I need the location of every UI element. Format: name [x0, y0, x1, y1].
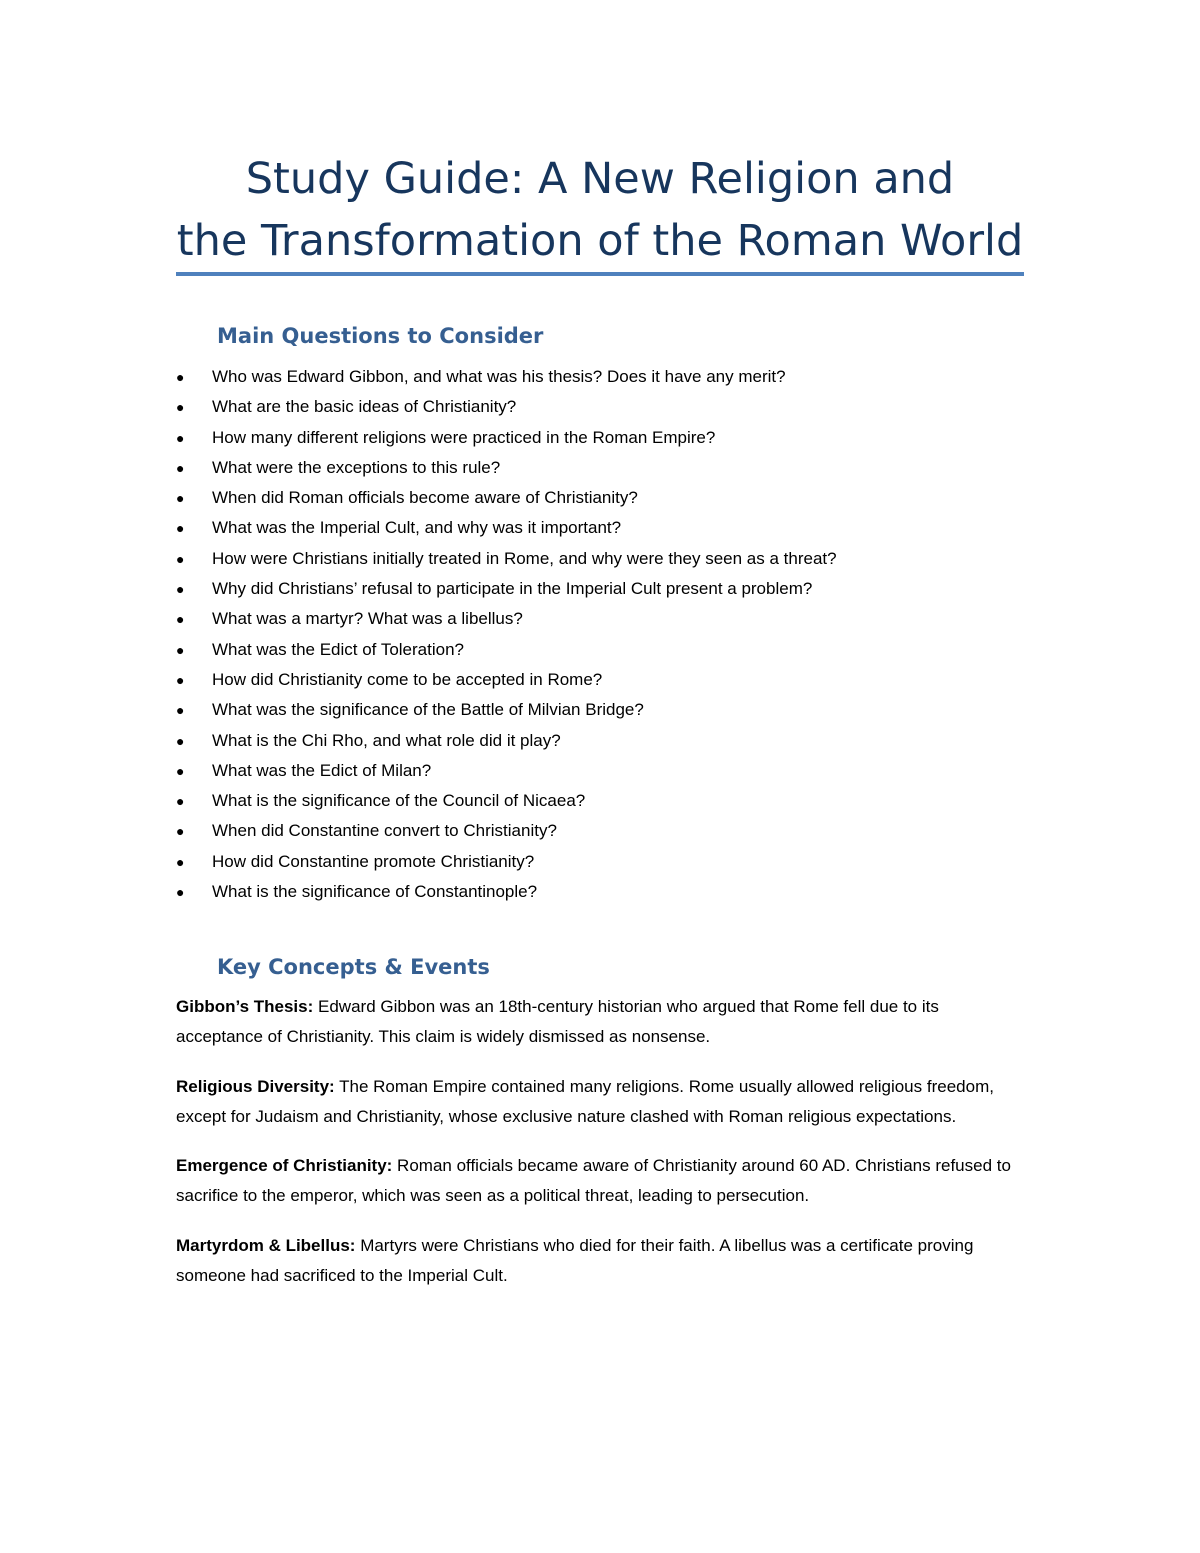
question-item [176, 695, 1036, 725]
question-item [176, 756, 1036, 786]
bullet-icon: ● [176, 823, 185, 840]
bullet-icon: ● [176, 550, 185, 567]
bullet-icon: ● [176, 520, 185, 537]
concept-term: Religious Diversity: [176, 1076, 335, 1096]
question-item [176, 604, 1036, 634]
concepts-list [176, 992, 1026, 1310]
bullet-icon: ● [176, 732, 185, 749]
bullet-icon: ● [176, 611, 185, 628]
bullet-icon: ● [176, 793, 185, 810]
question-text: How did Constantine promote Christianity? [212, 851, 535, 871]
question-item [176, 786, 1036, 816]
question-text: Why did Christians’ refusal to participate in the Imperial Cult present a problem? [212, 579, 813, 599]
question-text: What was the Edict of Milan? [212, 760, 432, 780]
title-line-2: the Transformation of the Roman World [176, 216, 1024, 266]
question-item [176, 877, 1036, 907]
concept-paragraph [176, 992, 1026, 1053]
concept-term: Martyrdom & Libellus: [176, 1235, 356, 1255]
bullet-icon: ● [176, 429, 185, 446]
question-text: What is the significance of Constantinople? [212, 882, 538, 902]
concept-paragraph [176, 1072, 1026, 1133]
questions-heading: Main Questions to Consider [217, 324, 544, 348]
bullet-icon: ● [176, 884, 185, 901]
question-item [176, 544, 1036, 574]
question-item [176, 847, 1036, 877]
question-item [176, 392, 1036, 422]
bullet-icon: ● [176, 641, 185, 658]
document-title [176, 148, 1024, 272]
question-item [176, 362, 1036, 392]
bullet-icon: ● [176, 581, 185, 598]
question-text: What was the Imperial Cult, and why was it important? [212, 518, 622, 538]
concept-description: Martyrs were Christians who died for their faith. A libellus was a certificate proving someone had sacrificed to the Imperial Cult. [176, 1235, 974, 1286]
question-item [176, 574, 1036, 604]
title-underline-rule [176, 272, 1024, 276]
question-text: How were Christians initially treated in Rome, and why were they seen as a threat? [212, 548, 837, 568]
question-text: What was the significance of the Battle of Milvian Bridge? [212, 700, 644, 720]
question-text: When did Roman officials become aware of Christianity? [212, 488, 638, 508]
concept-description: Roman officials became aware of Christianity around 60 AD. Christians refused to sacrifice to the emperor, which was seen as a political threat, leading to persecution. [176, 1156, 1011, 1206]
question-text: Who was Edward Gibbon, and what was his thesis? Does it have any merit? [212, 367, 786, 386]
question-item [176, 513, 1036, 543]
bullet-icon: ● [176, 671, 185, 688]
concept-description: Edward Gibbon was an 18th-century historian who argued that Rome fell due to its acceptance of Christianity. This claim is widely dismissed as nonsense. [176, 997, 939, 1047]
bullet-icon: ● [176, 459, 185, 476]
question-text: How did Christianity come to be accepted in Rome? [212, 669, 603, 689]
question-text: What were the exceptions to this rule? [212, 457, 501, 477]
question-text: What was a martyr? What was a libellus? [212, 609, 523, 629]
concepts-heading: Key Concepts & Events [217, 955, 490, 979]
concept-term: Emergence of Christianity: [176, 1156, 393, 1176]
questions-list [176, 362, 1036, 907]
question-text: What is the Chi Rho, and what role did it play? [212, 730, 561, 750]
question-text: What is the significance of the Council of Nicaea? [212, 791, 586, 811]
bullet-icon: ● [176, 853, 185, 870]
bullet-icon: ● [176, 762, 185, 779]
bullet-icon: ● [176, 490, 185, 507]
concept-paragraph [176, 1151, 1026, 1212]
question-item [176, 423, 1036, 453]
concept-paragraph [176, 1231, 1026, 1292]
bullet-icon: ● [176, 399, 185, 416]
bullet-icon: ● [176, 702, 185, 719]
bullet-icon: ● [176, 369, 185, 385]
question-text: How many different religions were practiced in the Roman Empire? [212, 427, 716, 447]
question-item [176, 665, 1036, 695]
question-item [176, 483, 1036, 513]
question-item [176, 726, 1036, 756]
question-text: When did Constantine convert to Christianity? [212, 821, 557, 841]
question-item [176, 635, 1036, 665]
question-item [176, 453, 1036, 483]
question-text: What was the Edict of Toleration? [212, 639, 464, 659]
question-text: What are the basic ideas of Christianity? [212, 397, 517, 417]
question-item [176, 816, 1036, 846]
concept-term: Gibbon’s Thesis: [176, 997, 314, 1016]
title-line-1: Study Guide: A New Religion and [245, 154, 955, 204]
concept-description: The Roman Empire contained many religions. Rome usually allowed religious freedom, except for Judaism and Christianity, whose exclusive nature clashed with Roman religious expectations. [176, 1076, 994, 1126]
